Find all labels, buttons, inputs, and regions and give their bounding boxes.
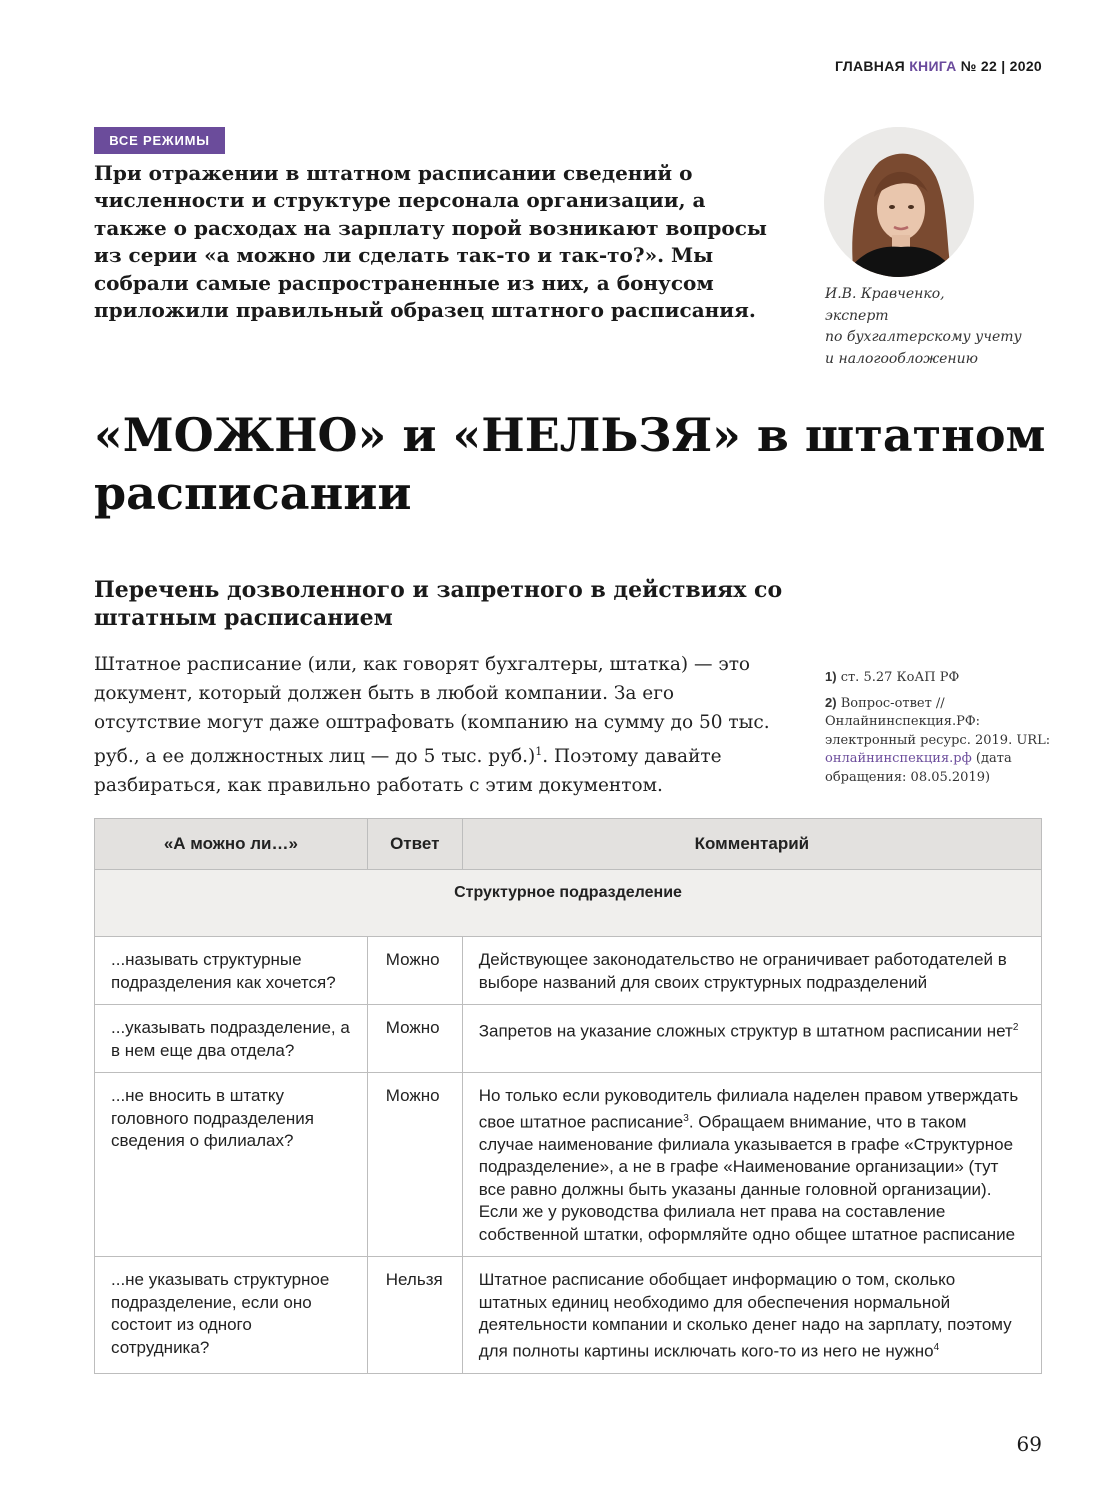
comment-cell [462, 1005, 1041, 1073]
author-photo [824, 127, 974, 277]
answer-cell: Нельзя [367, 1257, 462, 1374]
comment-text: Действующее законодательство не ограничивает работодателей в выборе названий для своих структурных подразделений [478, 950, 1007, 992]
author-portrait-image [824, 127, 974, 277]
column-header-answer: Ответ [367, 819, 462, 870]
footnote-link[interactable]: онлайнинспекция.рф [825, 751, 972, 766]
footnote-number: 2) [825, 694, 837, 710]
question-cell: ...называть структурные подразделения как хочется? [95, 937, 368, 1005]
table-row [95, 1005, 1042, 1073]
author-role: по бухгалтерскому учету [825, 329, 1022, 345]
footnote-ref: 3 [683, 1112, 689, 1124]
footnote-ref: 2 [1012, 1022, 1019, 1033]
article-title: «МОЖНО» и «НЕЛЬЗЯ» в штатном расписании [94, 408, 1046, 520]
issue-number: № 22 | 2020 [960, 58, 1042, 74]
table-row [95, 937, 1042, 1005]
footnote-item [825, 668, 1055, 688]
comment-text: Штатное расписание обобщает информацию о том, сколько штатных единиц необходимо для обеспечения нормальной деятельности компании и сколько денег надо на зарплату, поэтому для полноты картины исключать кого-то из него не нужно [478, 1270, 1012, 1361]
comment-cell [462, 1257, 1041, 1374]
footnote-ref: 4 [933, 1341, 940, 1353]
footnote-text: Вопрос-ответ // Онлайнинспекция.РФ: электронный ресурс. 2019. URL: [825, 695, 1051, 748]
article-subtitle: Перечень дозволенного и запретного в действиях со штатным расписанием [94, 577, 783, 631]
footnote-number: 1) [825, 669, 837, 684]
column-header-question: «А можно ли…» [95, 819, 368, 870]
column-header-comment: Комментарий [462, 819, 1041, 870]
answer-cell: Можно [367, 1073, 462, 1257]
intro-paragraph [94, 650, 784, 800]
table-header-row [95, 819, 1042, 870]
section-title: Структурное подразделение [95, 870, 1042, 937]
question-cell: ...указывать подразделение, а в нем еще два отдела? [95, 1005, 368, 1073]
comment-cell [462, 1073, 1041, 1257]
footnote-text: ст. 5.27 КоАП РФ [840, 670, 960, 685]
comment-text: Но только если руководитель филиала наделен правом утверждать свое штатное расписание [478, 1086, 1019, 1132]
answer-cell: Можно [367, 1005, 462, 1073]
answer-cell: Можно [367, 937, 462, 1005]
page-number: 69 [1016, 1432, 1042, 1456]
footnotes [825, 668, 1055, 793]
magazine-name-accent: КНИГА [909, 58, 957, 74]
magazine-name: ГЛАВНАЯ [834, 58, 905, 74]
table-row [95, 1257, 1042, 1374]
author-role: и налогообложению [825, 350, 978, 367]
author-caption [825, 284, 1055, 370]
comment-text: Запретов на указание сложных структур в штатном расписании нет [478, 1021, 1013, 1041]
section-row [95, 870, 1042, 937]
table-row [95, 1073, 1042, 1257]
comment-cell [462, 937, 1041, 1005]
footnote-ref: 1 [535, 745, 543, 758]
intro-text-end: . Поэтому давайте разбираться, как правильно работать с этим документом. [94, 746, 722, 797]
footnote-text-end: (дата обращения: 08.05.2019) [825, 751, 1012, 785]
question-cell: ...не вносить в штатку головного подразделения сведения о филиалах? [95, 1073, 368, 1257]
footnote-item [825, 694, 1055, 788]
comment-text-tail: . Обращаем внимание, что в таком случае наименование филиала указывается в графе «Структурное подразделение», а не в графе «Наименование организации» (тут все равно должны быть указаны данные головной организации). Если же у руководства филиала нет права на составление собственной штатки, оформляйте одно общее штатное расписание [478, 1112, 1016, 1244]
category-tag: ВСЕ РЕЖИМЫ [94, 127, 225, 154]
author-name: И.В. Кравченко, [825, 286, 945, 302]
faq-table [94, 818, 1042, 1374]
magazine-header [835, 58, 1042, 74]
author-role: эксперт [825, 307, 889, 324]
question-cell: ...не указывать структурное подразделение, если оно состоит из одного сотрудника? [95, 1257, 368, 1374]
lead-paragraph: При отражении в штатном расписании сведений о численности и структуре персонала организации, а также о расходах на зарплату порой возникают вопросы из серии «а можно ли сделать так-то и так-то?». Мы собрали самые распространенные из них, а бонусом приложили правильный образец штатного расписания. [94, 161, 767, 323]
intro-text: Штатное расписание (или, как говорят бухгалтеры, штатка) — это документ, который должен быть в любой компании. За его отсутствие могут даже оштрафовать (компанию на сумму до 50 тыс. руб., а ее должностных лиц — до 5 тыс. руб.) [94, 654, 770, 768]
